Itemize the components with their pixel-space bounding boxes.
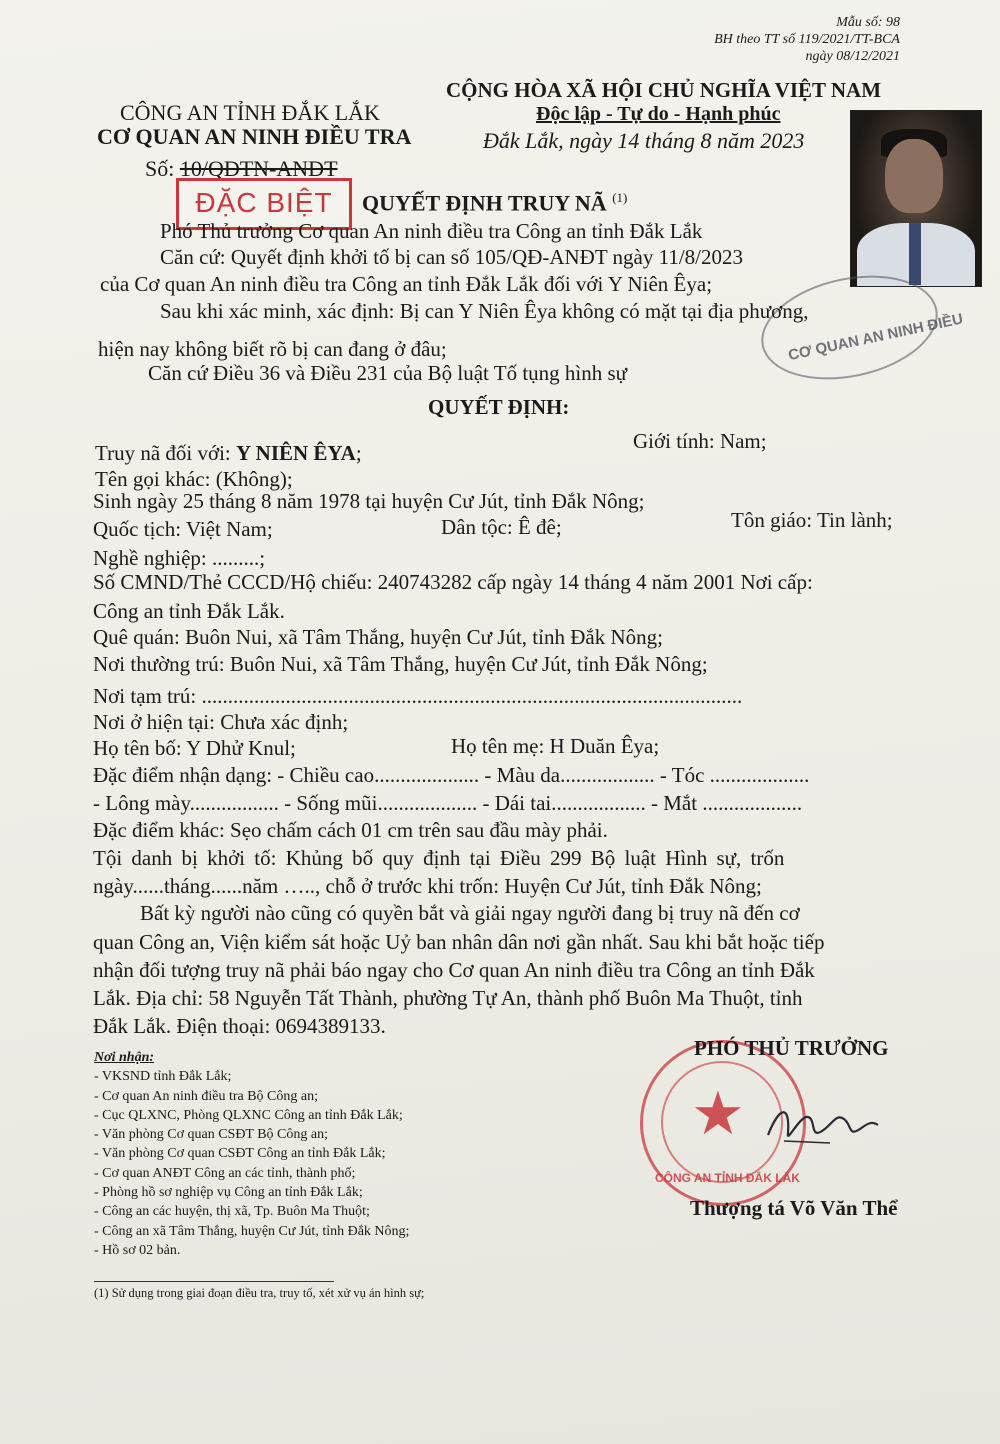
suspect-photo: [850, 110, 982, 287]
signature: [760, 1095, 880, 1155]
signer-name: Thượng tá Võ Văn Thể: [690, 1196, 898, 1220]
recipient-item: - Cục QLXNC, Phòng QLXNC Công an tỉnh Đắk Lắk;: [94, 1107, 403, 1123]
decision-heading: QUYẾT ĐỊNH:: [428, 395, 570, 419]
instruction-line: Bất kỳ người nào cũng có quyền bắt và giải ngay người đang bị truy nã đến cơ: [140, 901, 800, 925]
instruction-line: Đắk Lắk. Điện thoại: 0694389133.: [93, 1014, 386, 1038]
charge: Tội danh bị khởi tố: Khủng bố quy định tại Điều 299 Bộ luật Hình sự, trốn: [93, 846, 785, 870]
recipient-item: - Văn phòng Cơ quan CSĐT Công an tỉnh Đắk Lắk;: [94, 1146, 386, 1162]
nation-name: CỘNG HÒA XÃ HỘI CHỦ NGHĨA VIỆT NAM: [446, 78, 882, 102]
recipient-item: - Phòng hồ sơ nghiệp vụ Công an tỉnh Đắk Lắk;: [94, 1185, 363, 1201]
recipient-item: - Hồ sơ 02 bản.: [94, 1242, 181, 1258]
place-date: Đắk Lắk, ngày 14 tháng 8 năm 2023: [483, 128, 805, 153]
document-number-prefix: Số:: [145, 156, 180, 181]
preamble-line: của Cơ quan An ninh điều tra Công an tỉnh Đắk Lắk đối với Y Niên Êya;: [100, 272, 713, 296]
id-number: Số CMND/Thẻ CCCD/Hộ chiếu: 240743282 cấp ngày 14 tháng 4 năm 2001 Nơi cấp:: [93, 570, 813, 594]
recipient-item: - VKSND tỉnh Đắk Lắk;: [94, 1069, 232, 1085]
occupation: Nghề nghiệp: .........;: [93, 546, 266, 570]
wanted-end: ;: [355, 441, 362, 465]
recipients-heading: [94, 1048, 409, 1067]
photo-seal-text: CƠ QUAN AN NINH ĐIỀU: [786, 310, 965, 365]
ethnicity: Dân tộc: Ê đê;: [441, 515, 562, 539]
current-residence: Nơi ở hiện tại: Chưa xác định;: [93, 710, 349, 734]
instruction-line: quan Công an, Viện kiểm sát hoặc Uỷ ban nhân dân nơi gần nhất. Sau khi bắt hoặc tiếp: [93, 930, 825, 954]
nation-motto: Độc lập - Tự do - Hạnh phúc: [536, 103, 781, 125]
birth: Sinh ngày 25 tháng 8 năm 1978 tại huyện Cư Jút, tỉnh Đắk Nông;: [93, 489, 645, 513]
recipient-item: - Công an xã Tâm Thắng, huyện Cư Jút, tỉnh Đắk Nông;: [94, 1223, 410, 1239]
recipient-item: - Cơ quan An ninh điều tra Bộ Công an;: [94, 1088, 318, 1104]
form-number: [714, 14, 900, 65]
recipient-item: - Văn phòng Cơ quan CSĐT Bộ Công an;: [94, 1127, 329, 1143]
religion: Tôn giáo: Tin lành;: [731, 508, 893, 532]
permanent-residence: Nơi thường trú: Buôn Nui, xã Tâm Thắng, huyện Cư Jút, tỉnh Đắk Nông;: [93, 652, 708, 676]
document-title: [362, 190, 627, 216]
form-number-line: ngày 08/12/2021: [805, 49, 900, 64]
signer-title: PHÓ THỦ TRƯỞNG: [694, 1036, 889, 1060]
special-stamp: ĐẶC BIỆT: [176, 178, 352, 230]
gender: Giới tính: Nam;: [633, 429, 767, 453]
star-icon: ★: [691, 1081, 745, 1147]
wanted-person: [95, 440, 362, 466]
form-number-line: Mẫu số: 98: [836, 15, 900, 30]
document-number-value: 10/QĐTN-ANĐT: [179, 156, 338, 181]
hometown: Quê quán: Buôn Nui, xã Tâm Thắng, huyện Cư Jút, tỉnh Đắk Nông;: [93, 625, 663, 649]
seal-text: CÔNG AN TỈNH ĐẮK LẮK: [655, 1171, 800, 1185]
mother-name: Họ tên mẹ: H Duăn Êya;: [451, 734, 660, 758]
temporary-residence: Nơi tạm trú: .......................................................................................................: [93, 684, 743, 708]
preamble-line: Sau khi xác minh, xác định: Bị can Y Niên Êya không có mặt tại địa phương,: [160, 299, 809, 323]
instruction-line: nhận đối tượng truy nã phải báo ngay cho Cơ quan An ninh điều tra Công an tỉnh Đắk: [93, 958, 815, 982]
wanted-label: Truy nã đối với:: [95, 441, 237, 465]
wanted-name: Y NIÊN ÊYA: [236, 441, 356, 465]
nationality: Quốc tịch: Việt Nam;: [93, 517, 273, 541]
footnote-mark: (1): [612, 190, 628, 205]
id-issuer: Công an tỉnh Đắk Lắk.: [93, 599, 285, 623]
identifying-features: Đặc điểm nhận dạng: - Chiều cao.................... - Màu da.................. - Tóc ...................: [93, 763, 810, 787]
recipient-item: - Cơ quan ANĐT Công an các tỉnh, thành phố;: [94, 1165, 356, 1181]
charge-2: ngày......tháng......năm ….., chỗ ở trước khi trốn: Huyện Cư Jút, tỉnh Đắk Nông;: [93, 874, 762, 898]
recipients-list: [94, 1048, 409, 1260]
other-features: Đặc điểm khác: Sẹo chấm cách 01 cm trên sau đầu mày phải.: [93, 818, 608, 842]
recipients-heading-colon: :: [149, 1050, 155, 1065]
footnote-divider: [94, 1281, 334, 1282]
instruction-line: Lắk. Địa chỉ: 58 Nguyễn Tất Thành, phường Tự An, thành phố Buôn Ma Thuột, tỉnh: [93, 986, 803, 1010]
footnote: (1) Sử dụng trong giai đoạn điều tra, truy tố, xét xử vụ án hình sự;: [94, 1286, 425, 1300]
document-title-text: QUYẾT ĐỊNH TRUY NÃ: [362, 190, 607, 216]
agency-name: CƠ QUAN AN NINH ĐIỀU TRA: [97, 124, 412, 149]
preamble-line: Phó Thủ trưởng Cơ quan An ninh điều tra Công an tỉnh Đắk Lắk: [160, 219, 703, 243]
preamble-line: Căn cứ Điều 36 và Điều 231 của Bộ luật Tố tụng hình sự: [148, 361, 628, 385]
father-name: Họ tên bố: Y Dhử Knul;: [93, 736, 296, 760]
photo-face: [885, 139, 943, 213]
recipients-heading-text: Nơi nhận: [94, 1050, 150, 1065]
recipient-item: - Công an các huyện, thị xã, Tp. Buôn Ma Thuột;: [94, 1204, 370, 1220]
agency-parent: CÔNG AN TỈNH ĐẮK LẮK: [120, 100, 380, 125]
photo-tie: [909, 223, 921, 285]
preamble-line: hiện nay không biết rõ bị can đang ở đâu;: [98, 337, 447, 361]
identifying-features-2: - Lông mày................. - Sống mũi................... - Dái tai.................. - Mắt ...................: [93, 791, 803, 815]
alias: Tên gọi khác: (Không);: [95, 467, 293, 491]
preamble-line: Căn cứ: Quyết định khởi tố bị can số 105/QĐ-ANĐT ngày 11/8/2023: [160, 245, 744, 269]
form-number-line: BH theo TT số 119/2021/TT-BCA: [714, 32, 900, 47]
